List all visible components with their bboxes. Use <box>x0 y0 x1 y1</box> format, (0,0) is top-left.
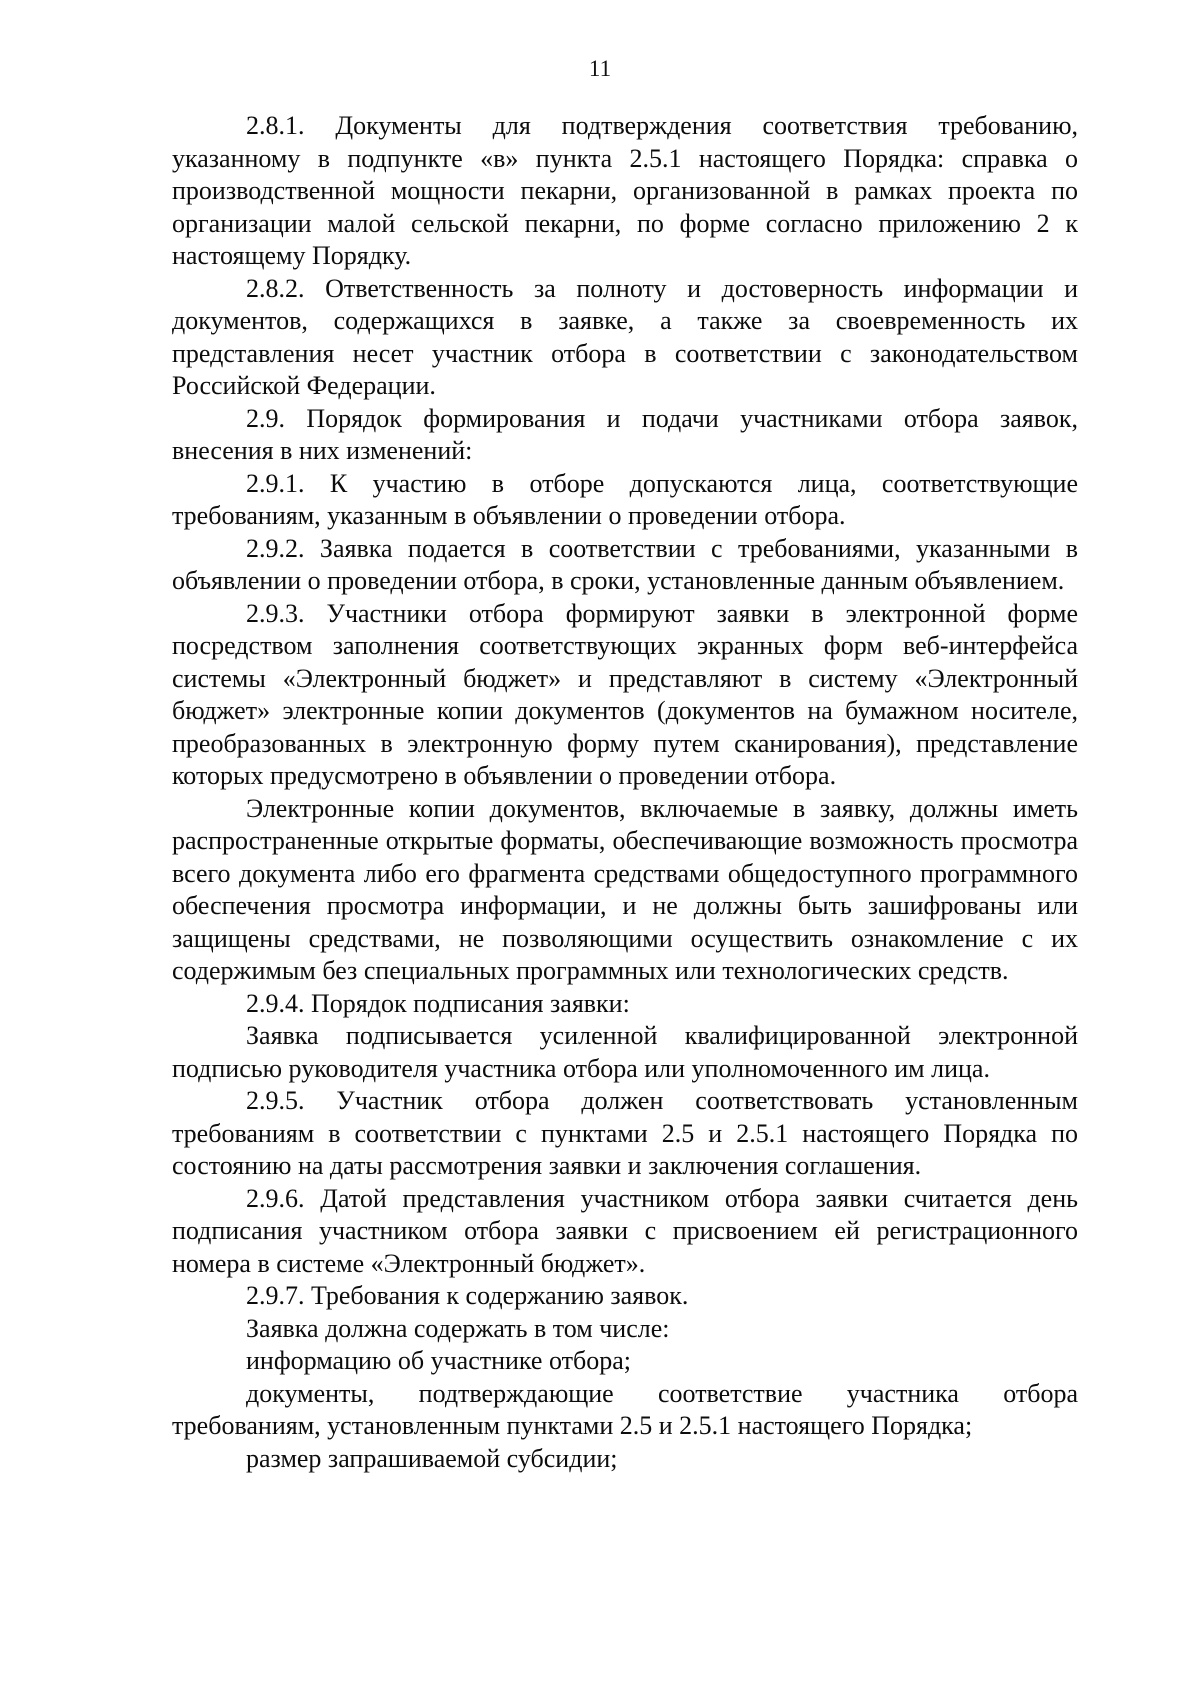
paragraph-2-9-6: 2.9.6. Датой представления участником отбора заявки считается день подписания участником отбора заявки с присвоением ей регистрационного номера в системе «Электронный бюджет». <box>172 1183 1078 1278</box>
paragraph-2-9-7: 2.9.7. Требования к содержанию заявок. <box>246 1281 689 1310</box>
paragraph-2-8-1: 2.8.1. Документы для подтверждения соответствия требованию, указанному в подпункте «в» пункта 2.5.1 настоящего Порядка: справка о производственной мощности пекарни, организованной в рамках проекта по организации малой сельской пекарни, по форме согласно приложению 2 к настоящему Порядку. <box>172 111 1078 270</box>
paragraph-2-8-2: 2.8.2. Ответственность за полноту и достоверность информации и документов, содержащихся в заявке, а также за своевременность их представления несет участник отбора в соответствии с законодательством Российской Федерации. <box>172 273 1078 400</box>
list-item-documents: документы, подтверждающие соответствие участника отбора требованиям, установленным пунктами 2.5 и 2.5.1 настоящего Порядка; <box>172 1378 1078 1440</box>
page-number: 11 <box>588 56 612 81</box>
list-item-participant-info: информацию об участнике отбора; <box>246 1346 631 1375</box>
paragraph-signing: Заявка подписывается усиленной квалифицированной электронной подписью руководителя участника отбора или уполномоченного им лица. <box>172 1021 1078 1083</box>
document-body <box>172 110 1078 1475</box>
paragraph-application-contents: Заявка должна содержать в том числе: <box>246 1313 670 1343</box>
paragraph-2-9-4: 2.9.4. Порядок подписания заявки: <box>246 988 630 1018</box>
paragraph-2-9-2: 2.9.2. Заявка подается в соответствии с требованиями, указанными в объявлении о проведении отбора, в сроки, установленные данным объявлением. <box>172 533 1078 595</box>
paragraph-2-9-5: 2.9.5. Участник отбора должен соответствовать установленным требованиям в соответствии с пунктами 2.5 и 2.5.1 настоящего Порядка по состоянию на даты рассмотрения заявки и заключения соглашения. <box>172 1086 1078 1180</box>
paragraph-2-9-1: 2.9.1. К участию в отборе допускаются лица, соответствующие требованиям, указанным в объявлении о проведении отбора. <box>172 468 1078 530</box>
paragraph-electronic-copies: Электронные копии документов, включаемые в заявку, должны иметь распространенные открытые форматы, обеспечивающие возможность просмотра всего документа либо его фрагмента средствами общедоступного программного обеспечения просмотра информации, и не должны быть зашифрованы или защищены средствами, не позволяющими осуществить ознакомление с их содержимым без специальных программных или технологических средств. <box>172 793 1078 985</box>
paragraph-2-9-3: 2.9.3. Участники отбора формируют заявки в электронной форме посредством заполнения соответствующих экранных форм веб-интерфейса системы «Электронный бюджет» и представляют в систему «Электронный бюджет» электронные копии документов (документов на бумажном носителе, преобразованных в электронную форму путем сканирования), представление которых предусмотрено в объявлении о проведении отбора. <box>172 598 1078 790</box>
list-item-subsidy-amount: размер запрашиваемой субсидии; <box>246 1443 618 1473</box>
paragraph-2-9: 2.9. Порядок формирования и подачи участниками отбора заявок, внесения в них изменений: <box>172 403 1078 465</box>
